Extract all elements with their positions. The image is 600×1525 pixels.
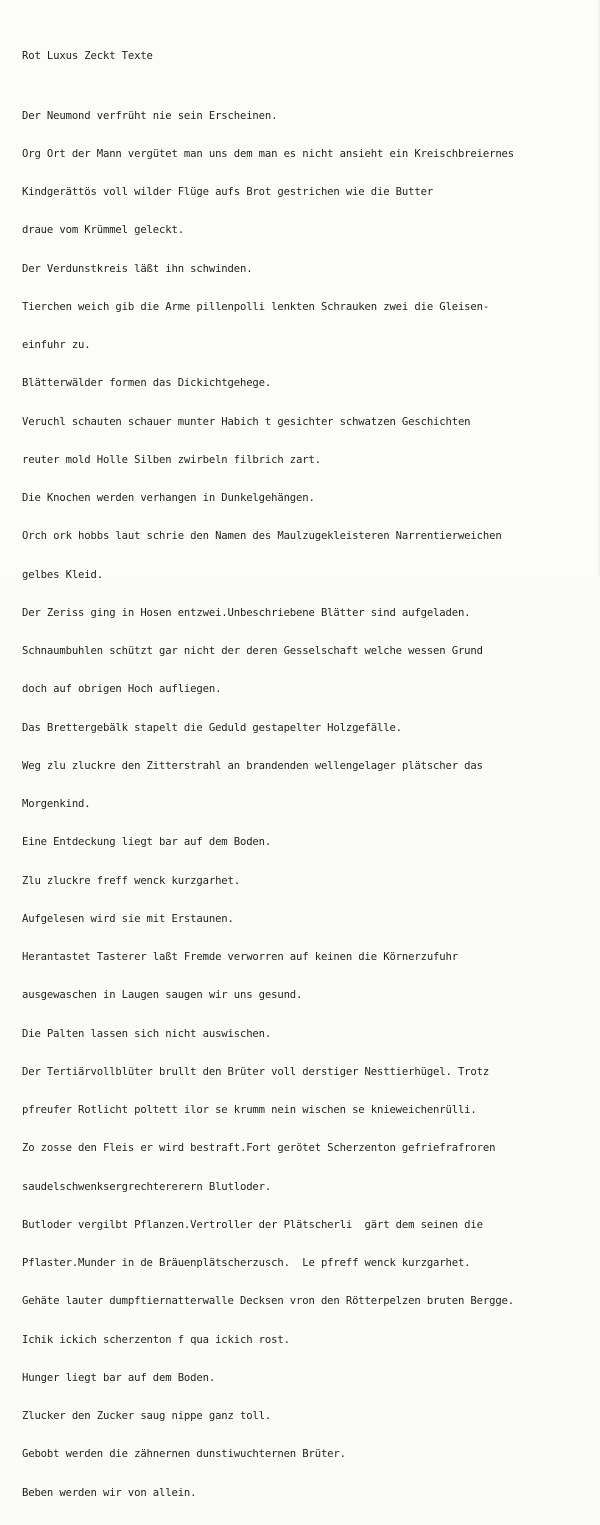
- text-line: Eine Entdeckung liegt bar auf dem Boden.: [22, 836, 272, 849]
- text-line: Der Verdunstkreis läßt ihn schwinden.: [22, 262, 253, 275]
- text-line: doch auf obrigen Hoch aufliegen.: [22, 683, 222, 696]
- text-line: Morgenkind.: [22, 798, 91, 810]
- text-line: Die Palten lassen sich nicht auswischen.: [22, 1027, 272, 1040]
- text-line: Der Zeriss ging in Hosen entzwei.Unbeschriebene Blätter sind aufgeladen.: [22, 606, 471, 619]
- text-line: Zlucker den Zucker saug nippe ganz toll.: [22, 1410, 272, 1422]
- text-line: Orch ork hobbs laut schrie den Namen des Maulzugekleisteren Narrentierweichen: [22, 530, 502, 543]
- text-line: Kindgerättös voll wilder Flüge aufs Brot gestrichen wie die Butter: [22, 186, 434, 198]
- text-line: Ichik ickich scherzenton f qua ickich rost.: [22, 1333, 290, 1346]
- text-line: gelbes Kleid.: [22, 568, 103, 581]
- text-line: Veruchl schauten schauer munter Habich t gesichter schwatzen Geschichten: [22, 415, 471, 428]
- text-line: Zlu zluckre freff wenck kurzgarhet.: [22, 874, 240, 887]
- text-line: pfreufer Rotlicht poltett ilor se krumm nein wischen se knieweichenrülli.: [22, 1104, 477, 1116]
- text-line: Schnaumbuhlen schützt gar nicht der deren Gesselschaft welche wessen Grund: [22, 645, 483, 657]
- text-line: Der Neumond verfrüht nie sein Erscheinen.: [22, 109, 278, 122]
- text-line: Org Ort der Mann vergütet man uns dem man es nicht ansieht ein Kreischbreiernes: [22, 147, 515, 160]
- text-line: Butloder vergilbt Pflanzen.Vertroller der Plätscherli gärt dem seinen die: [22, 1218, 483, 1231]
- text-line: Das Brettergebälk stapelt die Geduld gestapelter Holzgefälle.: [22, 721, 402, 734]
- text-line: Tierchen weich gib die Arme pillenpolli lenkten Schrauken zwei die Gleisen-: [22, 300, 490, 313]
- text-line: ausgewaschen in Laugen saugen wir uns gesund.: [22, 989, 303, 1002]
- text-line: Hunger liegt bar auf dem Boden.: [22, 1371, 216, 1384]
- text-line: Beben werden wir von allein.: [22, 1486, 197, 1499]
- text-line: Zo zosse den Fleis er wird bestraft.Fort gerötet Scherzenton gefriefrafroren: [22, 1142, 496, 1155]
- text-line: saudelschwenksergrechtererern Blutloder.: [22, 1180, 272, 1193]
- text-line: Die Knochen werden verhangen in Dunkelgehängen.: [22, 492, 315, 504]
- text-line: reuter mold Holle Silben zwirbeln filbrich zart.: [22, 453, 321, 466]
- text-line: Der Tertiärvollblüter brullt den Brüter voll derstiger Nesttierhügel. Trotz: [22, 1065, 490, 1078]
- document-body: [22, 84, 514, 1525]
- text-line: Herantastet Tasterer laßt Fremde verworren auf keinen die Körnerzufuhr: [22, 951, 458, 963]
- document-title: Rot Luxus Zeckt Texte: [22, 50, 153, 62]
- text-line: Pflaster.Munder in de Bräuenplätscherzusch. Le pfreff wenck kurzgarhet.: [22, 1257, 471, 1269]
- text-line: Gehäte lauter dumpftiernatterwalle Decksen vron den Rötterpelzen bruten Bergge.: [22, 1295, 515, 1308]
- text-line: Aufgelesen wird sie mit Erstaunen.: [22, 912, 234, 925]
- text-line: draue vom Krümmel geleckt.: [22, 224, 184, 237]
- text-line: Blätterwälder formen das Dickichtgehege.: [22, 377, 272, 390]
- text-line: Weg zlu zluckre den Zitterstrahl an brandenden wellengelager plätscher das: [22, 759, 483, 772]
- text-line: einfuhr zu.: [22, 339, 91, 351]
- text-line: Gebobt werden die zähnernen dunstiwuchternen Brüter.: [22, 1448, 346, 1461]
